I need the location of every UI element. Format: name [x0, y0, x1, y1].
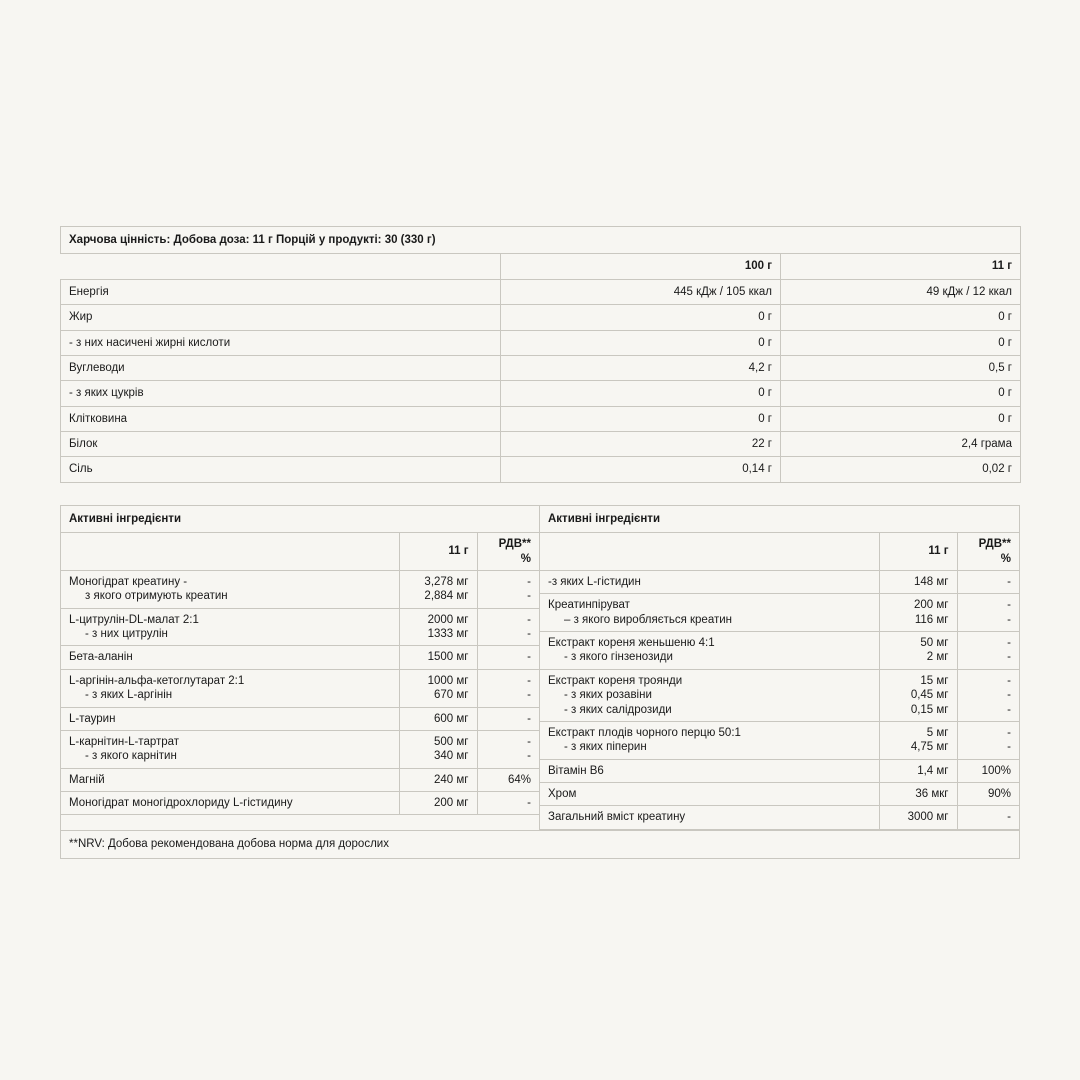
- ingredient-sub-label: - з яких піперин: [564, 741, 647, 754]
- ingredient-amount: 1,4 мг: [879, 759, 957, 782]
- ingredient-nrv: [957, 721, 1019, 759]
- nutrition-row-name: - з яких цукрів: [61, 381, 501, 406]
- nutrition-col-100g: 100 г: [501, 254, 781, 279]
- ingredient-amount-sub-2: 0,15 мг: [910, 703, 949, 716]
- ingredient-label: Екстракт кореня троянди: [548, 674, 683, 687]
- table-row: [61, 707, 539, 730]
- ingredient-amount-sub: 116 мг: [914, 613, 949, 626]
- ingredient-amount: 1500 мг: [399, 646, 477, 669]
- ingredient-name: L-таурин: [61, 707, 399, 730]
- ingredient-name: Вітамін B6: [540, 759, 879, 782]
- ingredient-nrv-sub: -: [527, 750, 531, 763]
- ingredient-nrv: [477, 730, 539, 768]
- nutrition-row-perserving: 49 кДж / 12 ккал: [781, 279, 1021, 304]
- nutrition-row-per100: 0 г: [501, 381, 781, 406]
- table-row: [61, 432, 1021, 457]
- nutrition-row-name: Енергія: [61, 279, 501, 304]
- active-right-title: Активні інгредієнти: [540, 506, 1019, 533]
- table-row: [540, 632, 1019, 670]
- table-row: [540, 806, 1019, 829]
- nutrition-row-perserving: 0 г: [781, 330, 1021, 355]
- table-row: [61, 457, 1021, 482]
- ingredient-nrv-sub: -: [1007, 613, 1011, 626]
- ingredient-amount-main: 3,278 мг: [424, 575, 469, 588]
- table-row: [61, 305, 1021, 330]
- ingredient-name: Моногідрат моногідрохлориду L-гістидину: [61, 792, 399, 815]
- active-right-col-amount: 11 г: [879, 533, 957, 571]
- ingredient-nrv: [477, 608, 539, 646]
- ingredient-amount: 200 мг: [399, 792, 477, 815]
- nutrition-row-name: Сіль: [61, 457, 501, 482]
- table-row: [61, 406, 1021, 431]
- ingredient-nrv-sub: -: [527, 689, 531, 702]
- ingredient-amount: [879, 594, 957, 632]
- active-right-header-row: [540, 533, 1019, 571]
- nutrition-row-name: Вуглеводи: [61, 355, 501, 380]
- ingredient-label: Екстракт кореня женьшеню 4:1: [548, 637, 715, 649]
- ingredient-name: Хром: [540, 783, 879, 806]
- ingredient-sub-label: - з яких розавіни: [564, 689, 652, 702]
- active-left-col-nrv: РДВ** %: [477, 533, 539, 571]
- ingredient-name: Загальний вміст креатину: [540, 806, 879, 829]
- ingredient-nrv-main: -: [527, 613, 531, 626]
- ingredient-amount: [399, 570, 477, 608]
- ingredient-sub-label: - з них цитрулін: [85, 628, 168, 640]
- table-row: [61, 355, 1021, 380]
- ingredient-nrv-main: -: [527, 575, 531, 588]
- nutrition-column-header-row: [61, 254, 1021, 279]
- nutrition-table: [60, 226, 1021, 483]
- nutrition-title: Харчова цінність: Добова доза: 11 г Порцій у продукті: 30 (330 г): [61, 227, 1021, 254]
- ingredient-amount: [879, 721, 957, 759]
- nutrition-row-perserving: 0,02 г: [781, 457, 1021, 482]
- ingredient-amount-sub: 4,75 мг: [910, 741, 949, 754]
- ingredient-nrv-main: -: [527, 674, 531, 687]
- ingredient-name: [61, 570, 399, 608]
- ingredient-nrv: [477, 669, 539, 707]
- nutrition-row-per100: 445 кДж / 105 ккал: [501, 279, 781, 304]
- ingredient-sub-label: - з яких L-аргінін: [85, 689, 173, 702]
- ingredient-amount-sub: 1333 мг: [427, 628, 469, 640]
- ingredient-nrv: [957, 669, 1019, 721]
- nutrition-row-per100: 4,2 г: [501, 355, 781, 380]
- nutrition-row-perserving: 2,4 грама: [781, 432, 1021, 457]
- ingredient-nrv: [957, 594, 1019, 632]
- nutrition-row-perserving: 0 г: [781, 381, 1021, 406]
- ingredient-nrv: -: [477, 646, 539, 669]
- ingredient-nrv: -: [957, 570, 1019, 593]
- nutrition-row-name: Клітковина: [61, 406, 501, 431]
- ingredient-nrv-sub: -: [1007, 689, 1011, 702]
- ingredient-sub-label-2: - з яких салідрозиди: [564, 703, 672, 716]
- table-row: [61, 381, 1021, 406]
- ingredient-nrv: 100%: [957, 759, 1019, 782]
- table-row: [61, 608, 539, 646]
- nutrition-row-name: Жир: [61, 305, 501, 330]
- table-row: [61, 792, 539, 815]
- ingredient-name: [540, 632, 879, 670]
- nutrition-row-per100: 0 г: [501, 406, 781, 431]
- nutrition-row-per100: 0 г: [501, 305, 781, 330]
- ingredient-name: [61, 730, 399, 768]
- active-left-title-row: [61, 506, 539, 533]
- active-ingredients-columns: [61, 506, 1019, 830]
- nutrition-row-per100: 22 г: [501, 432, 781, 457]
- ingredient-label: L-цитрулін-DL-малат 2:1: [69, 613, 199, 626]
- table-row: [540, 570, 1019, 593]
- ingredient-nrv-main: -: [527, 735, 531, 748]
- table-row: [61, 570, 539, 608]
- ingredient-amount: 148 мг: [879, 570, 957, 593]
- ingredient-amount: [399, 730, 477, 768]
- ingredient-nrv: -: [957, 806, 1019, 829]
- nutrition-row-perserving: 0 г: [781, 406, 1021, 431]
- ingredient-nrv-main: -: [1007, 726, 1011, 739]
- ingredient-name: Магній: [61, 768, 399, 791]
- active-right-col-nrv: РДВ** %: [957, 533, 1019, 571]
- active-left-header-spacer: [61, 533, 399, 571]
- ingredient-label: Екстракт плодів чорного перцю 50:1: [548, 726, 741, 739]
- ingredient-sub-label: - з якого гінзенозиди: [564, 651, 673, 664]
- ingredient-name: [61, 608, 399, 646]
- active-ingredients-block: [60, 505, 1020, 859]
- table-row: [61, 669, 539, 707]
- active-ingredients-left: [61, 506, 540, 830]
- ingredient-name: -з яких L-гістидин: [540, 570, 879, 593]
- table-row: [61, 730, 539, 768]
- ingredient-nrv: 90%: [957, 783, 1019, 806]
- nutrition-row-name: - з них насичені жирні кислоти: [61, 330, 501, 355]
- ingredient-amount-sub: 670 мг: [434, 689, 469, 702]
- ingredient-amount: [879, 632, 957, 670]
- active-left-col-amount: 11 г: [399, 533, 477, 571]
- ingredient-nrv-sub: -: [527, 628, 531, 640]
- active-left-title: Активні інгредієнти: [61, 506, 539, 533]
- table-row: [540, 594, 1019, 632]
- nutrition-header-spacer: [61, 254, 501, 279]
- nutrition-row-per100: 0 г: [501, 330, 781, 355]
- ingredient-nrv-sub: -: [1007, 651, 1011, 664]
- table-row: [61, 768, 539, 791]
- ingredient-label: L-карнітин-L-тартрат: [69, 735, 180, 748]
- ingredient-amount: 36 мкг: [879, 783, 957, 806]
- ingredient-amount: 3000 мг: [879, 806, 957, 829]
- active-ingredients-right: [540, 506, 1019, 830]
- ingredient-nrv-main: -: [1007, 674, 1011, 687]
- ingredient-amount: 600 мг: [399, 707, 477, 730]
- ingredient-nrv-sub: -: [527, 590, 531, 603]
- nutrition-panel: [60, 226, 1020, 859]
- nutrition-row-perserving: 0,5 г: [781, 355, 1021, 380]
- nutrition-title-row: [61, 227, 1021, 254]
- ingredient-nrv: -: [477, 792, 539, 815]
- ingredient-nrv-main: -: [1007, 637, 1011, 649]
- active-left-header-row: [61, 533, 539, 571]
- table-row: [61, 330, 1021, 355]
- ingredient-amount: 240 мг: [399, 768, 477, 791]
- ingredient-name: [540, 594, 879, 632]
- table-row: [540, 759, 1019, 782]
- ingredient-name: [540, 669, 879, 721]
- nutrition-row-perserving: 0 г: [781, 305, 1021, 330]
- ingredient-nrv: 64%: [477, 768, 539, 791]
- ingredient-label: Моногідрат креатину -: [69, 575, 188, 588]
- ingredient-name: [540, 721, 879, 759]
- ingredient-sub-label: з якого отримують креатин: [85, 590, 228, 603]
- table-row: [540, 669, 1019, 721]
- table-row: [540, 783, 1019, 806]
- ingredient-amount-sub: 340 мг: [434, 750, 469, 763]
- ingredient-nrv: -: [477, 707, 539, 730]
- nrv-footnote: **NRV: Добова рекомендована добова норма для дорослих: [61, 830, 1019, 858]
- ingredient-amount-main: 2000 мг: [427, 613, 469, 626]
- ingredient-nrv: [477, 570, 539, 608]
- ingredient-amount-sub: 0,45 мг: [910, 689, 949, 702]
- table-row: [540, 721, 1019, 759]
- ingredient-amount-sub: 2 мг: [926, 651, 949, 664]
- ingredient-sub-label: - з якого карнітин: [85, 750, 177, 763]
- nutrition-col-serving: 11 г: [781, 254, 1021, 279]
- ingredient-amount: [399, 669, 477, 707]
- nutrition-row-name: Білок: [61, 432, 501, 457]
- ingredient-amount-main: 5 мг: [926, 726, 949, 739]
- ingredient-label: Креатинпіруват: [548, 599, 630, 612]
- ingredient-name: [61, 669, 399, 707]
- ingredient-amount-main: 50 мг: [920, 637, 949, 649]
- ingredient-nrv-sub: -: [1007, 741, 1011, 754]
- ingredient-amount-main: 500 мг: [434, 735, 469, 748]
- table-row: [61, 646, 539, 669]
- ingredient-nrv-sub-2: -: [1007, 703, 1011, 716]
- ingredient-amount-main: 1000 мг: [427, 674, 469, 687]
- table-row: [61, 279, 1021, 304]
- ingredient-sub-label: – з якого виробляється креатин: [564, 613, 733, 626]
- ingredient-nrv-main: -: [1007, 599, 1011, 612]
- ingredient-name: Бета-аланін: [61, 646, 399, 669]
- ingredient-amount-main: 200 мг: [914, 599, 949, 612]
- ingredient-amount: [879, 669, 957, 721]
- nutrition-row-per100: 0,14 г: [501, 457, 781, 482]
- active-right-header-spacer: [540, 533, 879, 571]
- ingredient-nrv: [957, 632, 1019, 670]
- ingredient-amount: [399, 608, 477, 646]
- ingredient-label: L-аргінін-альфа-кетоглутарат 2:1: [69, 674, 245, 687]
- ingredient-amount-sub: 2,884 мг: [424, 590, 469, 603]
- active-right-title-row: [540, 506, 1019, 533]
- ingredient-amount-main: 15 мг: [920, 674, 949, 687]
